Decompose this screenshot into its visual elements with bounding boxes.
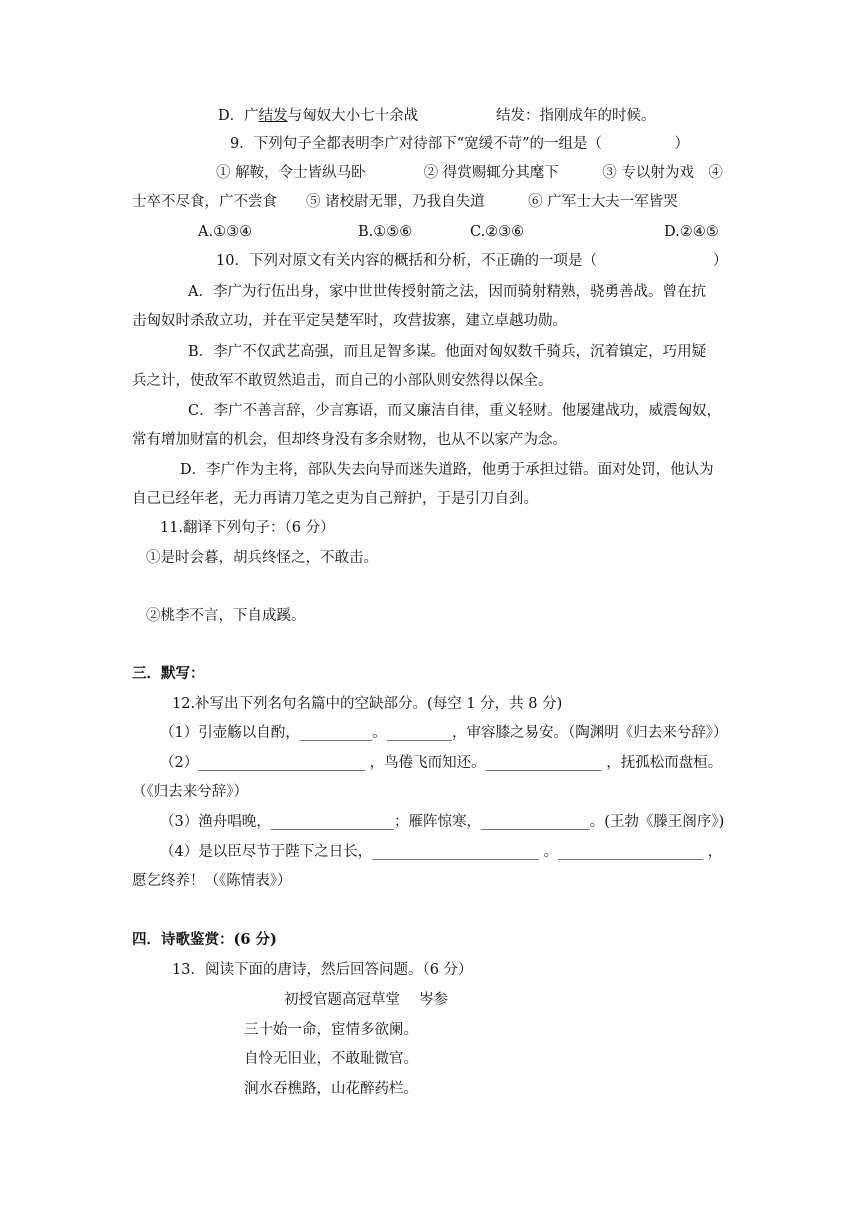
q10-stem: 10．下列对原文有关内容的概括和分析，不正确的一项是（ ）	[216, 253, 728, 269]
q12-stem: 12.补写出下列名句名篇中的空缺部分。(每空 1 分，共 8 分)	[172, 696, 563, 712]
q8-d-prefix: D．广	[218, 108, 259, 124]
q12-item1: （1）引壶觞以自酌，__________。_________，审容膝之易安。（陶渊明《归去来兮辞》）	[160, 725, 728, 741]
q11-sentence1: ①是时会暮，胡兵终怪之，不敢击。	[146, 550, 378, 566]
q9-option-c: C.②③⑥	[470, 224, 525, 240]
q10-c-line2: 常有增加财富的机会，但却终身没有多余财物，也从不以家产为念。	[132, 432, 567, 448]
q8-d-note: 结发：指刚成年的时候。	[496, 108, 656, 124]
q13-stem: 13．阅读下面的唐诗，然后回答问题。（6 分）	[172, 962, 473, 978]
q12-item4: （4）是以臣尽节于陛下之日长，_______________________ 。____________________ ，	[160, 844, 723, 860]
q9-stem: 9．下列句子全都表明李广对待部下“宽缓不苛”的一组是（ ）	[230, 136, 690, 152]
q8-d-underlined-term: 结发	[258, 108, 288, 124]
q9-line2: 士卒不尽食，广不尝食 ⑤ 诸校尉无罪，乃我自失道 ⑥ 广军士大夫一军皆哭	[132, 194, 678, 210]
q10-a-line2: 击匈奴时杀敌立功，并在平定吴楚军时，攻营拔寨，建立卓越功勋。	[132, 313, 567, 329]
poem-line-2: 自怜无旧业，不敢耻微官。	[244, 1051, 418, 1067]
poem-line-3: 涧水吞樵路，山花醉药栏。	[244, 1081, 418, 1097]
q10-d-line2: 自己已经年老，无力再请刀笔之吏为自己辩护，于是引刀自刭。	[132, 491, 538, 507]
q9-option-a: A.①③④	[198, 224, 253, 240]
q10-b-line2: 兵之计，使敌军不敢贸然追击，而自己的小部队则安然得以保全。	[132, 373, 553, 389]
q10-d-line1: D．李广作为主将，部队失去向导而迷失道路，他勇于承担过错。面对处罚，他认为	[180, 462, 714, 478]
q8-option-d	[218, 106, 418, 126]
q12-item4-cont: 愿乞终养！（《陈情表》）	[132, 873, 292, 889]
section3-heading: 三．默写：	[132, 665, 205, 682]
q12-item2: （2）_______________________ ，鸟倦飞而知还。________________ ，抚孤松而盘桓。	[160, 755, 723, 771]
q9-option-d: D.②④⑤	[664, 224, 719, 240]
q11-sentence2: ②桃李不言，下自成蹊。	[146, 608, 306, 624]
q11-stem: 11.翻译下列句子：（6 分）	[160, 520, 335, 536]
q8-d-text: 与匈奴大小七十余战	[287, 108, 419, 124]
poem-line-1: 三十始一命，宦情多欲阑。	[244, 1022, 418, 1038]
q9-line1: ① 解鞍，令士皆纵马卧 ② 得赏赐辄分其麾下 ③ 专以射为戏 ④	[216, 165, 723, 181]
poem-title: 初授官题高冠草堂 岑参	[284, 992, 449, 1008]
q10-b-line1: B．李广不仅武艺高强，而且足智多谋。他面对匈奴数千骑兵，沉着镇定，巧用疑	[188, 344, 707, 360]
q10-c-line1: C．李广不善言辞，少言寡语，而又廉洁自律，重义轻财。他屡建战功，威震匈奴，	[188, 403, 722, 419]
q12-item2-source: （《归去来兮辞》）	[132, 784, 248, 800]
q10-a-line1: A．李广为行伍出身，家中世世传授射箭之法，因而骑射精熟，骁勇善战。曾在抗	[188, 284, 706, 300]
q9-option-b: B.①⑤⑥	[358, 224, 413, 240]
q12-item3: （3）渔舟唱晚，_________________；雁阵惊寒，_______________。(王勃《滕王阁序》)	[160, 814, 725, 830]
section4-heading: 四．诗歌鉴赏：(6 分)	[132, 931, 277, 948]
